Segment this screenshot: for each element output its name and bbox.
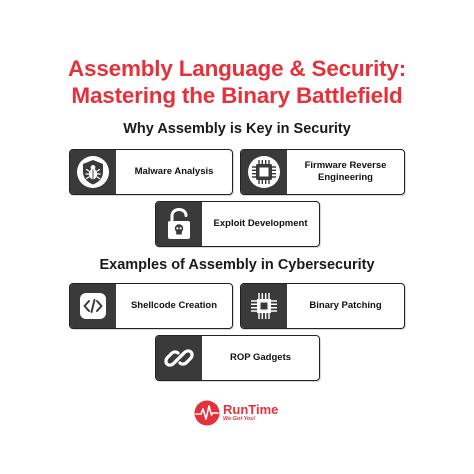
- title-line-2: Mastering the Binary Battlefield: [71, 83, 403, 108]
- section-heading-examples: Examples of Assembly in Cybersecurity: [99, 257, 375, 273]
- card-binary-patching: [240, 283, 405, 329]
- card-label: Binary Patching: [309, 300, 382, 311]
- bug-shield-icon: [70, 150, 116, 194]
- circuit-board-icon: [241, 284, 287, 328]
- section-heading-why: Why Assembly is Key in Security: [123, 121, 351, 137]
- logo-text: [223, 403, 278, 423]
- card-label: Firmware Reverse Engineering: [304, 160, 387, 183]
- card-shellcode-creation: [69, 283, 233, 329]
- unlocked-skull-icon: [156, 202, 202, 246]
- card-malware-analysis: [69, 149, 233, 195]
- card-firmware-reverse-engineering: [240, 149, 405, 195]
- heartbeat-logo-icon: [194, 400, 220, 426]
- logo-brand: RunTime: [223, 402, 279, 418]
- card-label: Malware Analysis: [134, 166, 214, 177]
- logo-tagline: We Got You!: [223, 416, 256, 423]
- runtime-logo: [194, 398, 284, 428]
- code-window-icon: [70, 284, 116, 328]
- chip-icon: [241, 150, 287, 194]
- card-label: Shellcode Creation: [130, 300, 218, 311]
- card-label: Exploit Development: [213, 218, 308, 229]
- card-rop-gadgets: [155, 335, 320, 381]
- card-exploit-development: [155, 201, 320, 247]
- card-label: ROP Gadgets: [229, 352, 292, 363]
- chain-link-icon: [156, 336, 202, 380]
- title-line-1: Assembly Language & Security:: [67, 56, 407, 81]
